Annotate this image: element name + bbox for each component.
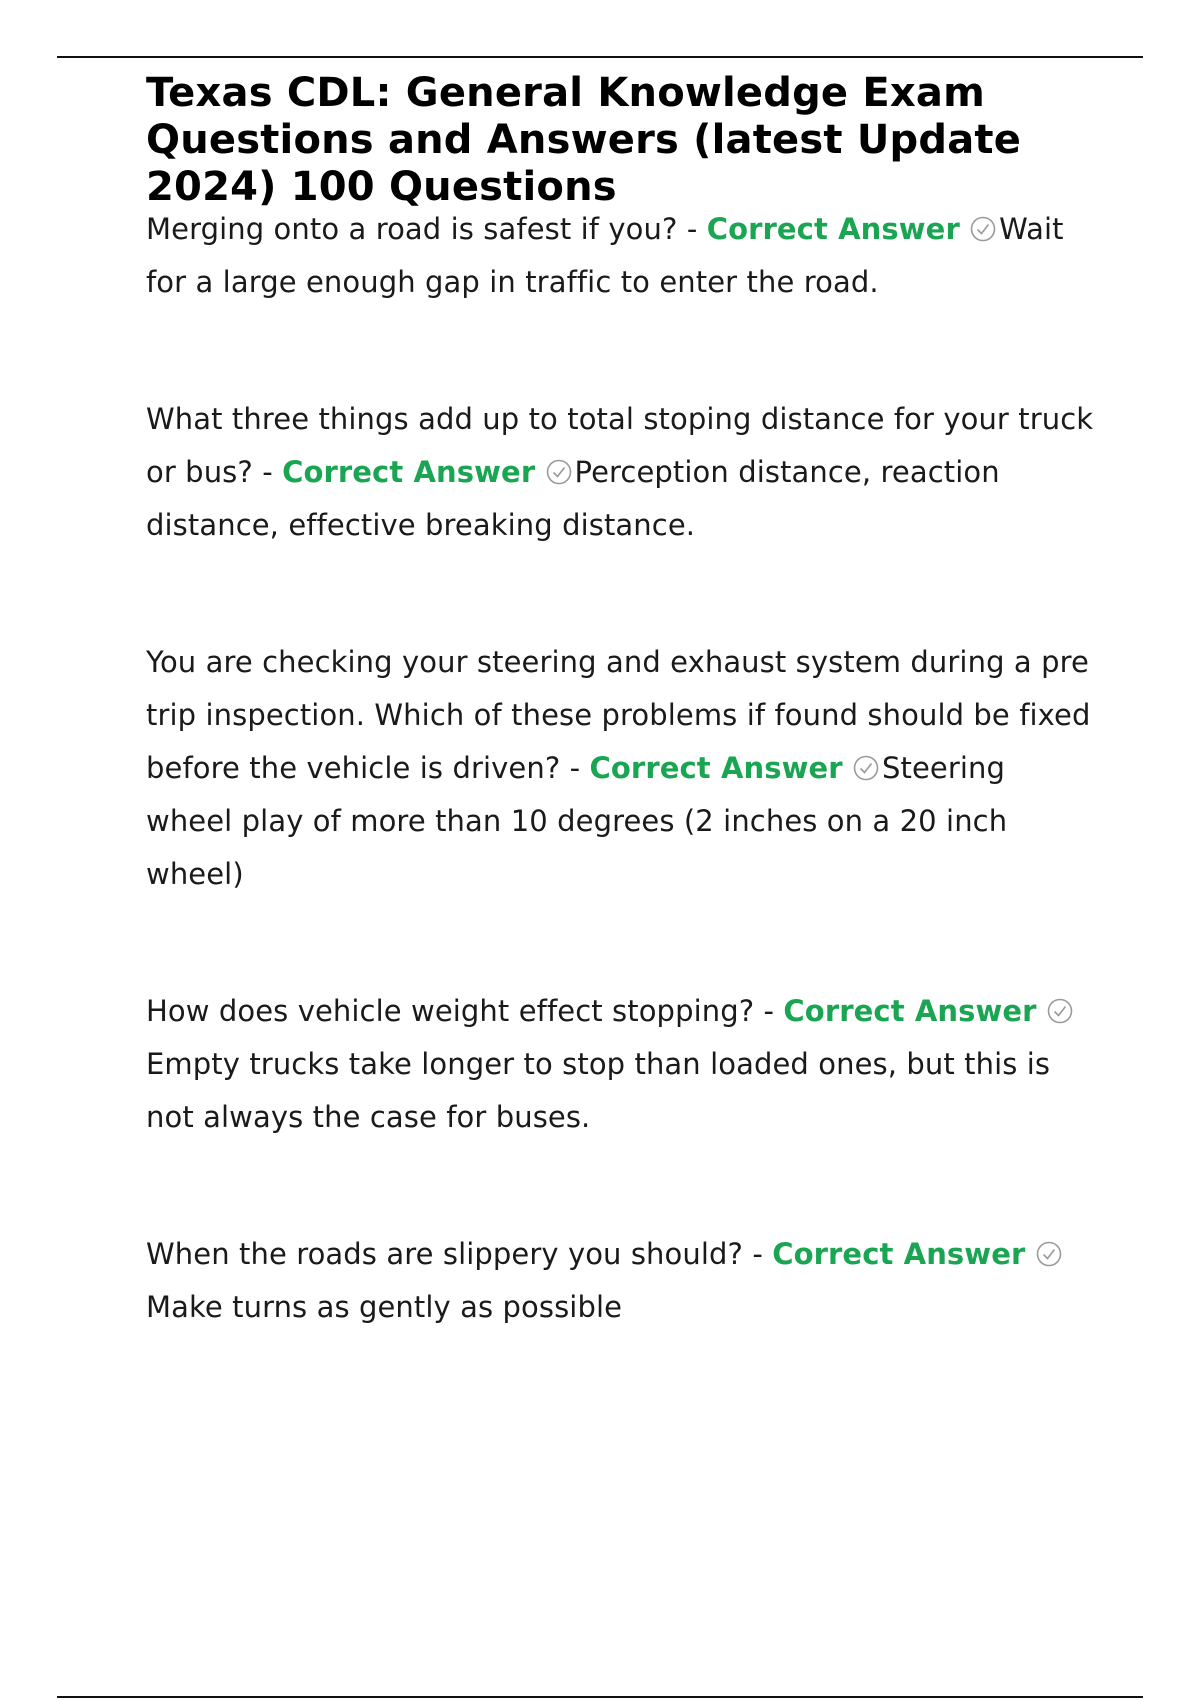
correct-answer-label: Correct Answer bbox=[706, 212, 960, 246]
answer-text: Wait for a large enough gap in traffic to enter the road. bbox=[146, 212, 1064, 299]
qa-item bbox=[146, 393, 1096, 552]
top-rule bbox=[57, 56, 1143, 58]
check-circle-icon bbox=[969, 215, 997, 243]
document-body bbox=[146, 70, 1096, 1334]
question-text: When the roads are slippery you should? bbox=[146, 1237, 744, 1271]
separator: - bbox=[743, 1237, 773, 1271]
separator: - bbox=[677, 212, 707, 246]
separator: - bbox=[252, 455, 283, 489]
document-title: Texas CDL: General Knowledge Exam Questions and Answers (latest Update 2024) 100 Questions bbox=[146, 70, 1022, 210]
check-circle-icon bbox=[545, 458, 573, 486]
correct-answer-label: Correct Answer bbox=[772, 1237, 1026, 1271]
question-text: How does vehicle weight effect stopping? bbox=[146, 994, 755, 1028]
check-circle-icon bbox=[1046, 997, 1074, 1025]
check-circle-icon bbox=[852, 754, 880, 782]
answer-text: Steering wheel play of more than 10 degrees (2 inches on a 20 inch wheel) bbox=[146, 751, 1008, 891]
question-text: You are checking your steering and exhaust system during a pre trip inspection. Which of these problems if found should be fixed before the vehicle is driven? bbox=[146, 645, 1091, 785]
answer-text: Empty trucks take longer to stop than loaded ones, but this is not always the case for buses. bbox=[146, 1047, 1051, 1134]
question-text: Merging onto a road is safest if you? bbox=[146, 212, 678, 246]
check-circle-icon bbox=[1035, 1240, 1063, 1268]
correct-answer-label: Correct Answer bbox=[783, 994, 1037, 1028]
separator: - bbox=[560, 751, 590, 785]
qa-item bbox=[146, 1228, 1096, 1334]
separator: - bbox=[754, 994, 784, 1028]
bottom-rule bbox=[57, 1696, 1143, 1698]
answer-text: Perception distance, reaction distance, effective breaking distance. bbox=[146, 455, 1000, 542]
qa-item bbox=[146, 203, 1096, 309]
question-text: What three things add up to total stoping distance for your truck or bus? bbox=[146, 402, 1094, 489]
correct-answer-label: Correct Answer bbox=[589, 751, 843, 785]
qa-item bbox=[146, 985, 1096, 1144]
qa-item bbox=[146, 636, 1096, 901]
correct-answer-label: Correct Answer bbox=[282, 455, 536, 489]
answer-text: Make turns as gently as possible bbox=[146, 1290, 623, 1324]
